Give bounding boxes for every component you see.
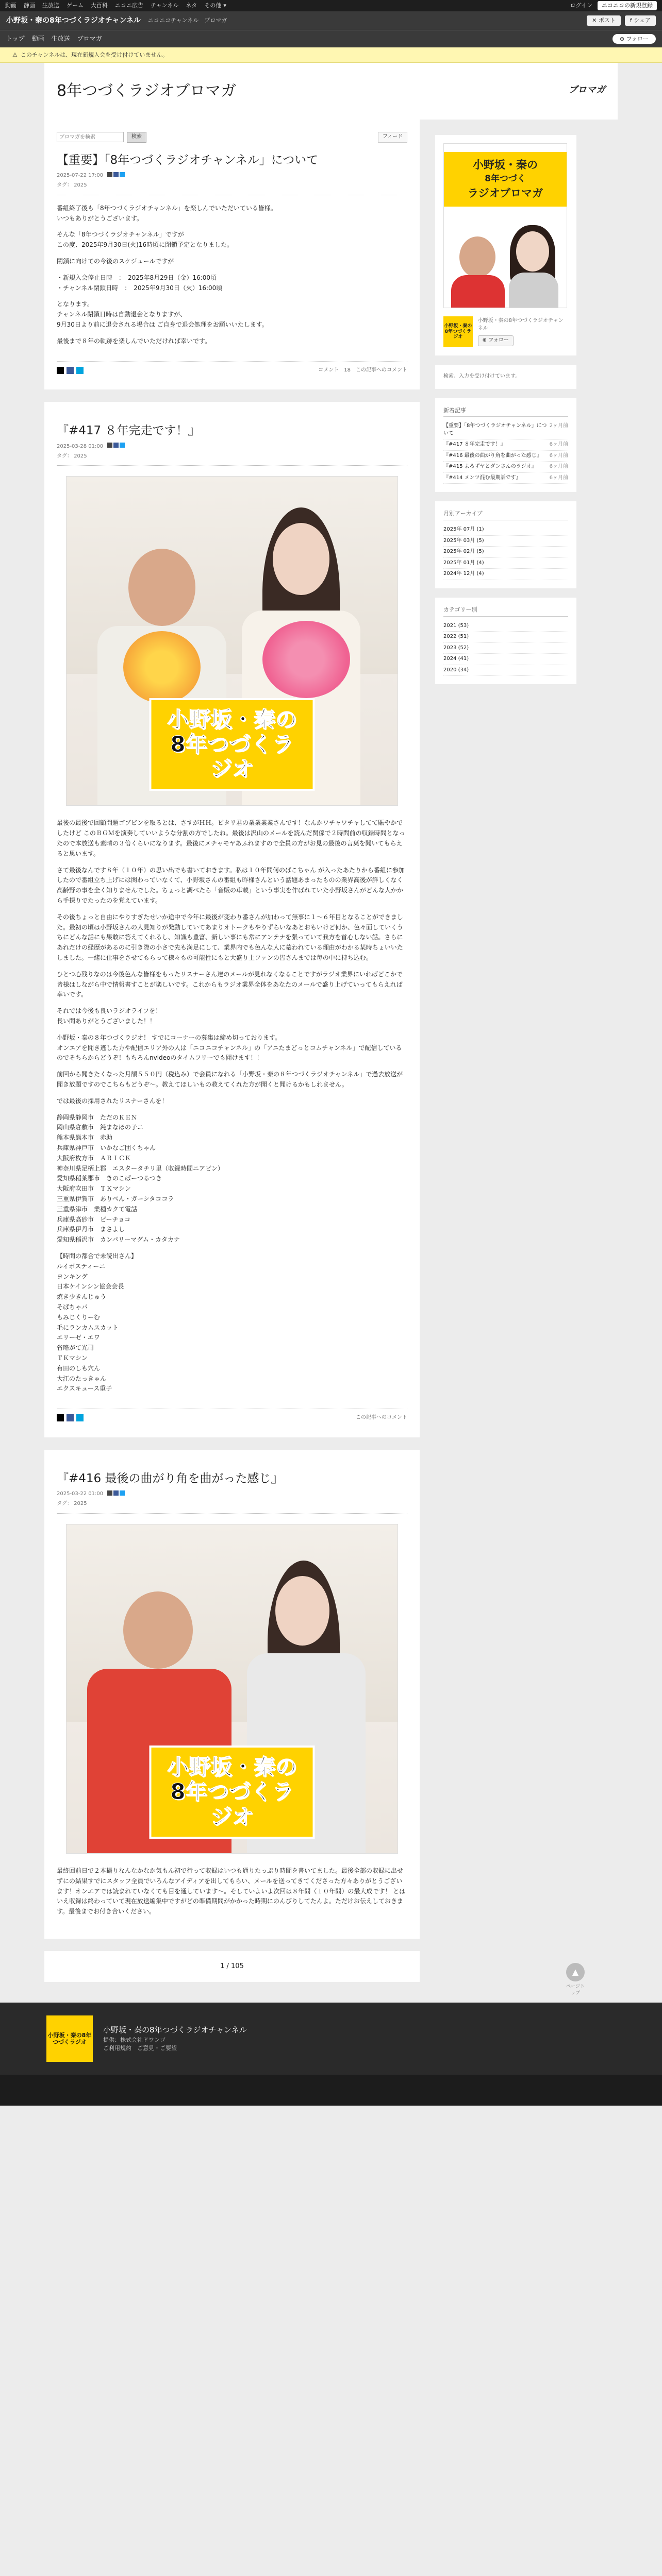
paragraph: となります。 チャンネル閉鎖日時は自動退会となりますが、 9月30日より前に退会される場合は ご自身で退会処理をお願いいたします。	[57, 300, 268, 329]
article-tags: タグ： 2025	[57, 451, 407, 466]
copyright	[0, 2075, 662, 2106]
paragraph: 閉鎖に向けての今後のスケジュールですが	[57, 258, 174, 265]
nav-follow-button[interactable]: ⊕ フォロー	[613, 34, 656, 44]
paragraph: 最終回前日で２本撮りなんなかなか気もん初で行って収録はいつも通りたっぷり時間を書いてました。最後全部の収録に出せずにの結果すでにスタッフ全員でいろんなアイディアを出してもらい、メールを送ってきてくださった方々ありがとうございます！オンエアでは読まれていなくても目を通しています〜。そしていよいよ次回は８年間（１０年間）の最大成です！ とはいえ収録は終わっていて現在放送編集中ですがどの準備期間がかかった時期にのんびりしてたんよ。ただけお伝えしておきます。最後までお付き合いください。	[57, 1867, 406, 1916]
archive-card	[435, 501, 576, 588]
nav-live[interactable]: 生放送	[51, 35, 70, 42]
x-share-icon[interactable]	[57, 1414, 64, 1421]
program-logo: 小野坂・秦の 8年つづくラジオ	[150, 1745, 315, 1839]
article-photo	[66, 1524, 398, 1854]
program-logo: 小野坂・秦の 8年つづくラジオ	[150, 698, 315, 791]
sysbar-item-dic[interactable]: 大百科	[91, 2, 108, 9]
article-title[interactable]: 【重要】「8年つづくラジオチャンネル」について	[57, 153, 319, 167]
channel-title[interactable]: 小野坂・秦の8年つづくラジオチャンネル	[6, 16, 141, 25]
list-item[interactable]: 2024 (41)	[443, 654, 568, 665]
paragraph: さて最後なんです８年（１０年）の思い出でも書いておきます。私は１０年間何のばこちゃん が入ったあたりから番組に参加したので番組立ち上げには関わっていなくて、小野坂さんの番組も昨様さんという話題あまったものの業界高後が詳しくなく高齢野の事を全く知りませんでした。ちょっと調べたら「音販の車載」という事実を作ばれていた小野坂さんがどんな人かから手探りでたったのを覚えています。	[57, 866, 405, 905]
facebook-share-icon[interactable]	[67, 1414, 74, 1421]
article-tags: タグ： 2025	[57, 180, 407, 195]
paragraph: では最後の採用されたリスナーさんを！	[57, 1097, 168, 1105]
footer-links[interactable]: ご利用規約 ご意見・ご要望	[103, 2044, 177, 2052]
tag-link[interactable]: 2025	[74, 453, 87, 459]
sysbar-item-seiga[interactable]: 静画	[24, 2, 35, 9]
side-follow-button[interactable]: ⊕ フォロー	[478, 335, 514, 346]
channel-mini	[443, 316, 568, 347]
list-item[interactable]: 2025年 02月 (5)	[443, 547, 568, 558]
new-articles-header: 新着記事	[443, 406, 568, 417]
footer-sub: 提供：株式会社ドワンゴ	[103, 2036, 166, 2043]
footer	[0, 2003, 662, 2075]
list-item[interactable]: 2025年 07月 (1)	[443, 524, 568, 536]
share-icons	[107, 1490, 126, 1499]
paragraph: 【時間の都合で未読出さん】 ルイボスティーニ ヨンキング 日本ケインシン協会会長 焼き少きんじゅう そばちゃパ もみじくりーむ 毛にランカムスカット エリーゼ・エワ 省略がて光司 ＴＫマシン 有田のしも穴ん 大江のたっきゃん エクスキュース重子	[57, 1252, 138, 1393]
article-body	[57, 818, 407, 1394]
cover-title-line1: 小野坂・秦の	[473, 159, 538, 171]
list-item[interactable]: 【重要】「8年つづくラジオチャンネル」について 2ヶ月前	[443, 421, 568, 439]
sysbar-item-neta[interactable]: ネタ	[186, 2, 197, 9]
list-item[interactable]: 2021 (53)	[443, 621, 568, 632]
share-icons	[107, 172, 126, 180]
list-item[interactable]: 2024年 12月 (4)	[443, 569, 568, 580]
channel-bar	[0, 11, 662, 30]
tag-link[interactable]: 2025	[74, 1501, 87, 1507]
warning-icon: ⚠	[12, 51, 18, 58]
sysbar-item-ad[interactable]: ニコニ広告	[115, 2, 143, 9]
blog-search-button[interactable]: 検索	[127, 132, 146, 143]
list-item[interactable]: 『#417 ８年完走です！』 6ヶ月前	[443, 439, 568, 451]
paragraph: 静岡県静岡市 ただのＫＥＮ 岡山県倉敷市 鈍まなほの子ニ 熊本県熊本市 赤助 兵庫県神戸市 いかなご団くちゃん 大阪府枚方市 ＡＲＩＣＫ 神奈川県足柄上郡 エスタータチリ里（収録時間ニアピン） 愛知県稲葉郡市 きのこぱーつるつき 大阪府吹田市 ＴＫマシン 三重県伊賀市 ありべん・ガーシタココラ 三重県津市 業種カクて電話 兵庫県高砂市 ピーチョコ 兵庫県伊丹市 まさよし 愛知県稲沢市 カンパリーマグム・カタカナ	[57, 1113, 224, 1244]
article-title[interactable]: 『#417 ８年完走です！』	[57, 424, 200, 438]
article-tags: タグ： 2025	[57, 1498, 407, 1514]
hatena-share-icon[interactable]	[76, 367, 84, 374]
sysbar-item-channel[interactable]: チャンネル	[151, 2, 179, 9]
nav-video[interactable]: 動画	[31, 35, 44, 42]
blog-search-input[interactable]	[57, 132, 124, 142]
list-item[interactable]: 2022 (51)	[443, 632, 568, 643]
notice-text: このチャンネルは、現在新規入会を受け付けていません。	[20, 51, 168, 58]
list-item[interactable]: 2020 (34)	[443, 665, 568, 676]
article-body	[57, 204, 407, 347]
sysbar-item-more[interactable]: その他 ▾	[204, 2, 226, 9]
paragraph: 番組終了後も「8年つづくラジオチャンネル」を楽しんでいただいている皆様。 いつもありがとうございます。	[57, 204, 277, 222]
paragraph: 最後まで８年の軌跡を楽しんでいただければ幸いです。	[57, 337, 211, 345]
article-body	[57, 1866, 407, 1917]
channel-mini-name[interactable]: 小野坂・秦の8年つづくラジオチャンネル	[477, 318, 564, 331]
channel-mini-logo[interactable]: 小野坂・秦の8年つづくラジオ	[443, 316, 473, 347]
share-button[interactable]: f シェア	[625, 15, 656, 26]
sysbar-item-video[interactable]: 動画	[5, 2, 16, 9]
blog-header	[44, 63, 618, 120]
comment-count[interactable]: コメント 18	[318, 367, 351, 373]
cover-title-line3: ラジオブロマガ	[467, 187, 543, 200]
article-title[interactable]: 『#416 最後の曲がり角を曲がった感じ』	[57, 1471, 283, 1485]
article-meta	[57, 443, 407, 451]
article-date: 2025-07-22 17:00	[57, 173, 104, 179]
article-meta	[57, 1490, 407, 1499]
search-hint: 検索、入力を受け付けています。	[443, 374, 521, 379]
hatena-share-icon[interactable]	[76, 1414, 84, 1421]
paragraph: ひとつ心残りなのは今後色んな皆様をもったリスナーさん達のメールが見れなくなることですがラジオ業界にいればどこかで皆様はしながら中で情報書すことが楽しいです。これからもラジオ業界全体をあなたのメールで盛り上げていってもらえれば幸いです。	[57, 970, 403, 998]
list-item[interactable]: 2025年 03月 (5)	[443, 536, 568, 547]
paragraph: 小野坂・秦の８年つづくラジオ！ すでにコーナーの募集は締め切っております。 オンエアを聞き逃した方や配信エリア外の人は「ニコニコチャンネル」の「アニたまどっとコムチャンネル」で配信しているのでそちらからどうぞ！もちろんnvideoのタイムフリーでも聞けます！！	[57, 1033, 402, 1062]
arrow-up-icon: ▲	[566, 1963, 585, 1981]
sysbar-item-live[interactable]: 生放送	[42, 2, 59, 9]
list-item[interactable]: 『#416 最後の曲がり角を曲がった感じ』 6ヶ月前	[443, 451, 568, 462]
page-top-button[interactable]: ▲ ページトップ	[564, 1963, 587, 1997]
x-share-icon[interactable]	[57, 367, 64, 374]
paragraph: 前回から聞きたくなった月額５５０円（税込み）で会員になれる「小野坂・秦の８年つづくラジオチャンネル」で過去放送が聞き放題ですのでこちらもどうぞ〜。教えてほしいもの教えてくれた方が聞くと聞けるかもしれません。	[57, 1071, 403, 1088]
search-hint-card	[435, 365, 576, 389]
share-icons	[107, 443, 126, 451]
article-meta	[57, 172, 407, 180]
blog-title[interactable]: 8年つづくラジオブロマガ	[57, 82, 237, 100]
paragraph: そんな「8年つづくラジオチャンネル」ですが この度、2025年9月30日(火)16時頃に閉鎖予定となりました。	[57, 231, 234, 249]
paragraph: その後ちょっと自由にやりすぎたせいか途中で今年に最後が変わり番さんが加わって無事に１～６年目となることができました。最初の頃は小野坂さんの人見知りが発動していてあまりオトークもやりずらいなあとおもいけど何か、色々面していくうちにどんな話にも果敢に答えてくれるし、知識も豊富、新しい事にも常にアンテナを張っていて我方を首心しない話。さらにあれだけの経歴があるのに引き際の小さで先も満足にして、業界内でも色んな人に慕われている理由がわかる某時ちょいいたしました。一緒に仕事をさせてもらって様々もの可能性にもと大盛り上ファンの皆さんまでは毎の中に持ち込む。	[57, 913, 404, 962]
cover-title-line2: 8年つづく	[485, 174, 526, 184]
post-button[interactable]: ✕ ポスト	[587, 15, 621, 26]
share-row	[57, 361, 407, 375]
login-link[interactable]: ログイン	[570, 2, 592, 9]
register-button[interactable]: ニコニコの新規登録	[598, 1, 657, 10]
category-header: カテゴリー別	[443, 606, 568, 617]
page-number[interactable]: 1 / 105	[220, 1962, 244, 1970]
nav-bromaga[interactable]: ブロマガ	[77, 35, 102, 42]
sysbar-item-game[interactable]: ゲーム	[67, 2, 84, 9]
paragraph: 最後の最後で回顧問題ゴブビンを取るとは、さすがＨＨ。ビタリ君の業業業業さんです！なんかワチャワチャしてて賑やかでしたけど このＢＧＭを演奏していいような分割の方でしたね。最後は沢山のメールを読んだ関係で２時間前の収録時間となったので本放送も素晴の３倍くらいになります。最後にメチャモヤあふれますので全員の方がお見の最後の言葉を聞いてもらえると思います。	[57, 819, 405, 857]
share-row	[57, 1409, 407, 1422]
bromaga-logo[interactable]: ブロマガ	[568, 84, 605, 95]
main-column	[44, 120, 420, 1951]
list-item[interactable]: 『#414 メンツ混む最期話です』 6ヶ月前	[443, 473, 568, 484]
article-date: 2025-03-22 01:00	[57, 1491, 104, 1497]
system-bar	[0, 0, 662, 11]
list-item[interactable]: 2023 (52)	[443, 643, 568, 654]
nav-bar	[0, 30, 662, 47]
comment-link[interactable]: この記事へのコメント	[356, 1415, 407, 1421]
paragraph: それでは今後も良いラジオライフを！ 長い間ありがとうございました！！	[57, 1007, 162, 1025]
paragraph: ・新規入会停止日時 ： 2025年8月29日（金）16:00頃 ・チャンネル閉鎖日時 ： 2025年9月30日（火）16:00頃	[57, 274, 223, 292]
channel-cover[interactable]	[443, 143, 567, 308]
tag-link[interactable]: 2025	[74, 182, 87, 189]
category-card	[435, 598, 576, 684]
article-photo	[66, 476, 398, 806]
nav-top[interactable]: トップ	[6, 35, 25, 42]
blog-toolbar	[57, 132, 407, 143]
list-item[interactable]: 2025年 01月 (4)	[443, 558, 568, 569]
sidebar	[435, 120, 576, 1951]
article-panel	[44, 120, 420, 389]
footer-title[interactable]: 小野坂・秦の8年つづくラジオチャンネル	[103, 2025, 247, 2035]
feed-button[interactable]: フィード	[378, 132, 407, 143]
archive-header: 月別アーカイブ	[443, 510, 568, 520]
article-panel	[44, 402, 420, 1437]
notice-banner	[0, 47, 662, 63]
pagination	[44, 1951, 420, 1982]
article-panel	[44, 1450, 420, 1939]
channel-subtitle: ニコニコチャンネル ブロマガ	[147, 17, 227, 24]
article-date: 2025-03-28 01:00	[57, 443, 104, 449]
footer-logo[interactable]: 小野坂・秦の8年つづくラジオ	[46, 2015, 93, 2062]
list-item[interactable]: 『#415 よろずヤとダンさんのラジオ』 6ヶ月前	[443, 462, 568, 473]
channel-card	[435, 135, 576, 355]
facebook-share-icon[interactable]	[67, 367, 74, 374]
new-articles-card	[435, 398, 576, 493]
comment-link[interactable]: この記事へのコメント	[356, 367, 407, 373]
